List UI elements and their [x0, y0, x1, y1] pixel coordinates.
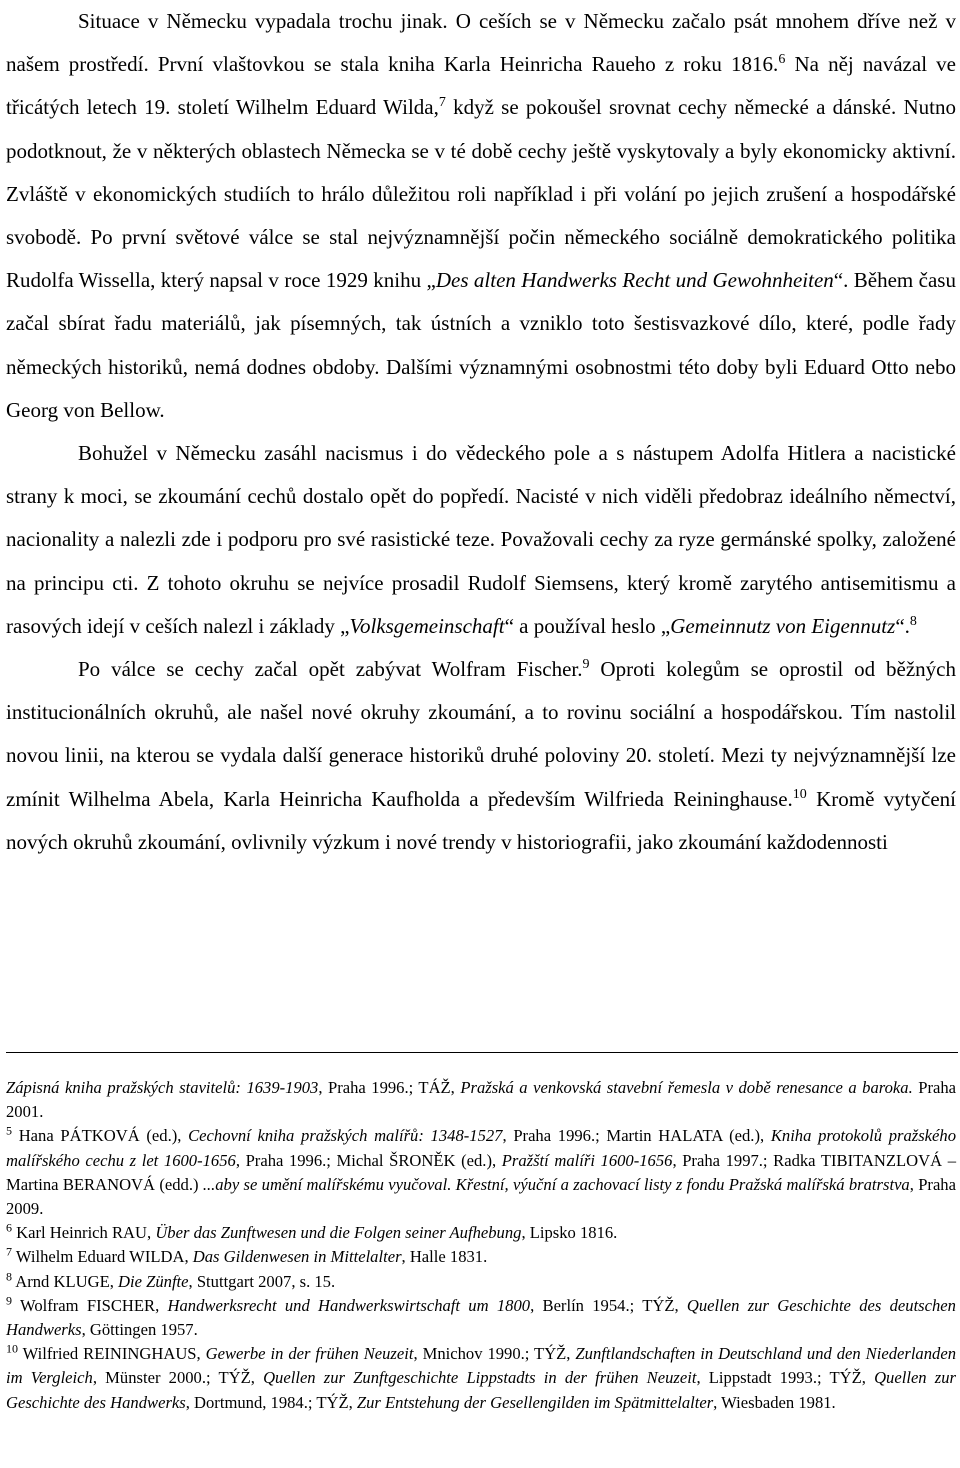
paragraph-3	[6, 648, 956, 864]
text-run: Wolfram FISCHER,	[12, 1295, 168, 1315]
text-run: Praha 2001.	[6, 1078, 956, 1122]
italic-text: Zápisná kniha pražských stavitelů: 1639-1903	[6, 1078, 319, 1097]
footnote-number: 6	[6, 1220, 12, 1235]
italic-text: Gewerbe in der frühen Neuzeit	[205, 1344, 414, 1364]
italic-text: Zur Entstehung der Gesellengilden im Spätmittelalter	[356, 1392, 714, 1412]
italic-text: Die Zünfte	[118, 1271, 189, 1291]
footnote-reference: 8	[909, 613, 917, 629]
text-run: , Stuttgart 2007, s. 15.	[188, 1271, 336, 1291]
italic-text: Gemeinnutz von Eigennutz	[670, 613, 896, 638]
text-run: “. Během času začal sbírat řadu materiálů, jak písemných, tak ústních a vzniklo toto šestisvazkové dílo, které, podle řady německých historiků, nemá dodnes obdoby. Dalšími významnými osobnostmi této doby byli Eduard Otto nebo Georg von Bellow.	[6, 268, 956, 422]
footnote-reference: 6	[778, 52, 786, 68]
footnote-9	[6, 1294, 956, 1342]
italic-text: Cechovní kniha pražských malířů: 1348-1527	[188, 1126, 503, 1146]
footnote-separator	[6, 1052, 958, 1053]
text-run: , Praha 2009.	[6, 1174, 956, 1219]
text-run: , Münster 2000.; TÝŽ,	[92, 1368, 264, 1388]
text-run: Po válce se cechy začal opět zabývat Wolfram Fischer.	[78, 657, 583, 682]
text-run: Arnd KLUGE,	[12, 1271, 119, 1291]
footnote-number: 10	[6, 1341, 18, 1356]
text-run: , Praha 1997.; Radka TIBITANZLOVÁ – Martina BERANOVÁ (edd.)	[6, 1150, 957, 1194]
footnote-7	[6, 1245, 956, 1269]
text-run: Situace v Německu vypadala trochu jinak. O ceších se v Německu začalo psát mnohem dříve než v našem prostředí. První vlaštovkou se stala kniha Karla Heinricha Raueho z roku 1816.	[6, 9, 956, 77]
text-run: Wilhelm Eduard WILDA,	[12, 1247, 193, 1267]
italic-text: Volksgemeinschaft	[349, 613, 505, 638]
footnote-reference: 9	[582, 657, 590, 673]
footnote-8	[6, 1270, 956, 1294]
text-run: Wilfried REININGHAUS,	[18, 1344, 206, 1364]
italic-text: Pražští malíři 1600-1656	[501, 1150, 673, 1170]
italic-text: Zunftlandschaften in Deutschland und den Niederlanden im Vergleich	[6, 1344, 956, 1388]
text-run: Karl Heinrich RAU,	[12, 1223, 156, 1243]
text-run: když se pokoušel srovnat cechy německé a dánské. Nutno podotknout, že v některých oblastech Německa se v té době cechy ještě vyskytovaly a byly ekonomicky aktivní. Zvláště v ekonomických studiích to hrálo důležitou roli například i při volání po jejich zrušení a hospodářské svobodě. Po první světové válce se stal nejvýznamnější počin německého sociálně demokratického politika Rudolfa Wissella, který napsal v roce 1929 knihu „	[6, 95, 956, 293]
paragraph-1	[6, 0, 956, 432]
footnote-10	[6, 1342, 956, 1415]
document-page	[6, 0, 956, 864]
text-run: Bohužel v Německu zasáhl nacismus i do vědeckého pole a s nástupem Adolfa Hitlera a nacistické strany k moci, se zkoumání cechů dostalo opět do popředí. Nacisté v nich viděli předobraz ideálního němectví, nacionality a nalezli zde i podporu pro své rasistické teze. Považovali cechy za ryze germánské spolky, založené na principu cti. Z tohoto okruhu se nejvíce prosadil Rudolf Siemsens, který kromě zarytého antisemitismu a rasových idejí v ceších nalezl i základy „	[6, 441, 956, 638]
text-run: , Lippstadt 1993.; TÝŽ,	[696, 1368, 875, 1388]
footnote-4-continued	[6, 1076, 956, 1124]
footnote-6	[6, 1221, 956, 1245]
text-run: , Halle 1831.	[401, 1247, 488, 1267]
footnote-reference: 10	[792, 786, 807, 802]
italic-text: Des alten Handwerks Recht und Gewohnheiten	[435, 268, 834, 293]
text-run: , Dortmund, 1984.; TÝŽ,	[185, 1392, 357, 1412]
text-run: , Berlín 1954.; TÝŽ,	[530, 1295, 687, 1315]
italic-text: Das Gildenwesen in Mittelalter	[192, 1247, 402, 1267]
italic-text: Quellen zur Zunftgeschichte Lippstadts in der frühen Neuzeit	[263, 1368, 697, 1388]
footnote-number: 5	[6, 1123, 12, 1138]
main-text	[6, 0, 956, 864]
footnote-number: 9	[6, 1293, 12, 1308]
italic-text: Quellen zur Geschichte des Handwerks	[6, 1368, 957, 1412]
footnote-number: 7	[6, 1244, 12, 1259]
text-run: , Wiesbaden 1981.	[713, 1392, 836, 1412]
italic-text: Kniha protokolů pražského malířského cechu z let 1600-1656	[6, 1126, 956, 1170]
footnotes	[6, 1076, 956, 1415]
text-run: , Praha 1996.; Michal ŠRONĚK (ed.),	[235, 1150, 502, 1170]
text-run: Na něj navázal ve třicátých letech 19. století Wilhelm Eduard Wilda,	[6, 52, 956, 120]
text-run: “ a používal heslo „	[504, 613, 671, 638]
italic-text: Über das Zunftwesen und die Folgen seiner Aufhebung	[155, 1223, 522, 1243]
italic-text: ...aby se umění malířskému vyučoval. Křestní, výuční a zachovací listy z fondu Pražská malířská bratrstva	[202, 1174, 910, 1194]
footnote-number: 8	[6, 1269, 12, 1284]
paragraph-2	[6, 432, 956, 648]
footnote-reference: 7	[438, 95, 446, 111]
text-run: Oproti kolegům se oprostil od běžných institucionálních okruhů, ale našel nové okruhy zkoumání, a to rovinu sociální a hospodářskou. Tím nastolil novou linii, na kterou se vydala další generace historiků druhé poloviny 20. století. Mezi ty nejvýznamnější lze zmínit Wilhelma Abela, Karla Heinricha Kaufholda a především Wilfrieda Reininghause.	[6, 657, 956, 811]
text-run: Kromě vytyčení nových okruhů zkoumání, ovlivnily výzkum i nové trendy v historiografii, jako zkoumání každodennosti	[6, 786, 956, 854]
italic-text: Pražská a venkovská stavební řemesla v době renesance a baroka.	[460, 1078, 913, 1097]
footnote-5	[6, 1124, 956, 1221]
text-run: , Lipsko 1816.	[521, 1223, 618, 1243]
italic-text: Handwerksrecht und Handwerkswirtschaft um 1800	[167, 1295, 531, 1315]
text-run: Hana PÁTKOVÁ (ed.),	[12, 1126, 189, 1146]
text-run: , Göttingen 1957.	[81, 1320, 198, 1340]
text-run: , Mnichov 1990.; TÝŽ,	[413, 1344, 576, 1364]
text-run: , Praha 1996.; Martin HALATA (ed.),	[502, 1126, 771, 1146]
text-run: , Praha 1996.; TÁŽ,	[318, 1078, 461, 1097]
text-run: “.	[895, 613, 910, 638]
italic-text: Quellen zur Geschichte des deutschen Handwerks	[6, 1295, 956, 1340]
